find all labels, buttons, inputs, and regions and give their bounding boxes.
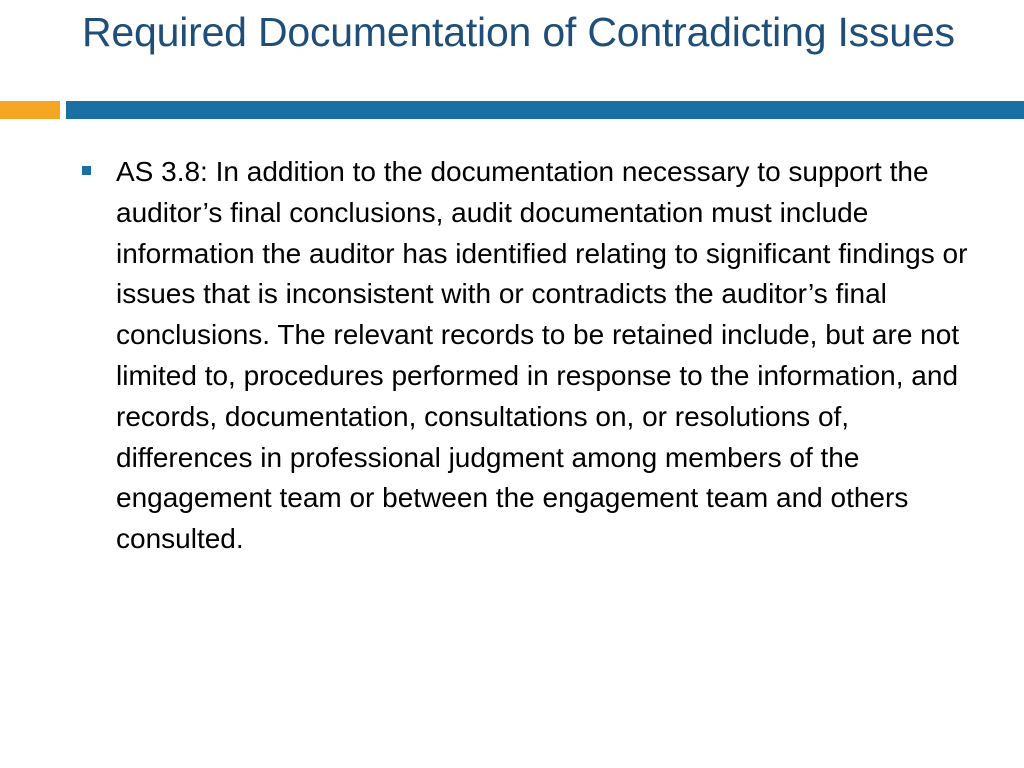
slide-content [82, 152, 982, 560]
slide-title: Required Documentation of Contradicting Issues [82, 9, 955, 55]
bullet-item [82, 152, 982, 560]
bullet-text: AS 3.8: In addition to the documentation necessary to support the auditor’s final conclusions, audit documentation must include information the auditor has identified relating to significant findings or issues that is inconsistent with or contradicts the auditor’s final conclusions. The relevant records to be retained include, but are not limited to, procedures performed in response to the information, and records, documentation, consultations on, or resolutions of, differences in professional judgment among members of the engagement team or between the engagement team and others consulted. [116, 156, 968, 555]
square-bullet-icon [82, 166, 91, 175]
header-bar [66, 101, 1024, 119]
accent-bar [0, 101, 60, 119]
